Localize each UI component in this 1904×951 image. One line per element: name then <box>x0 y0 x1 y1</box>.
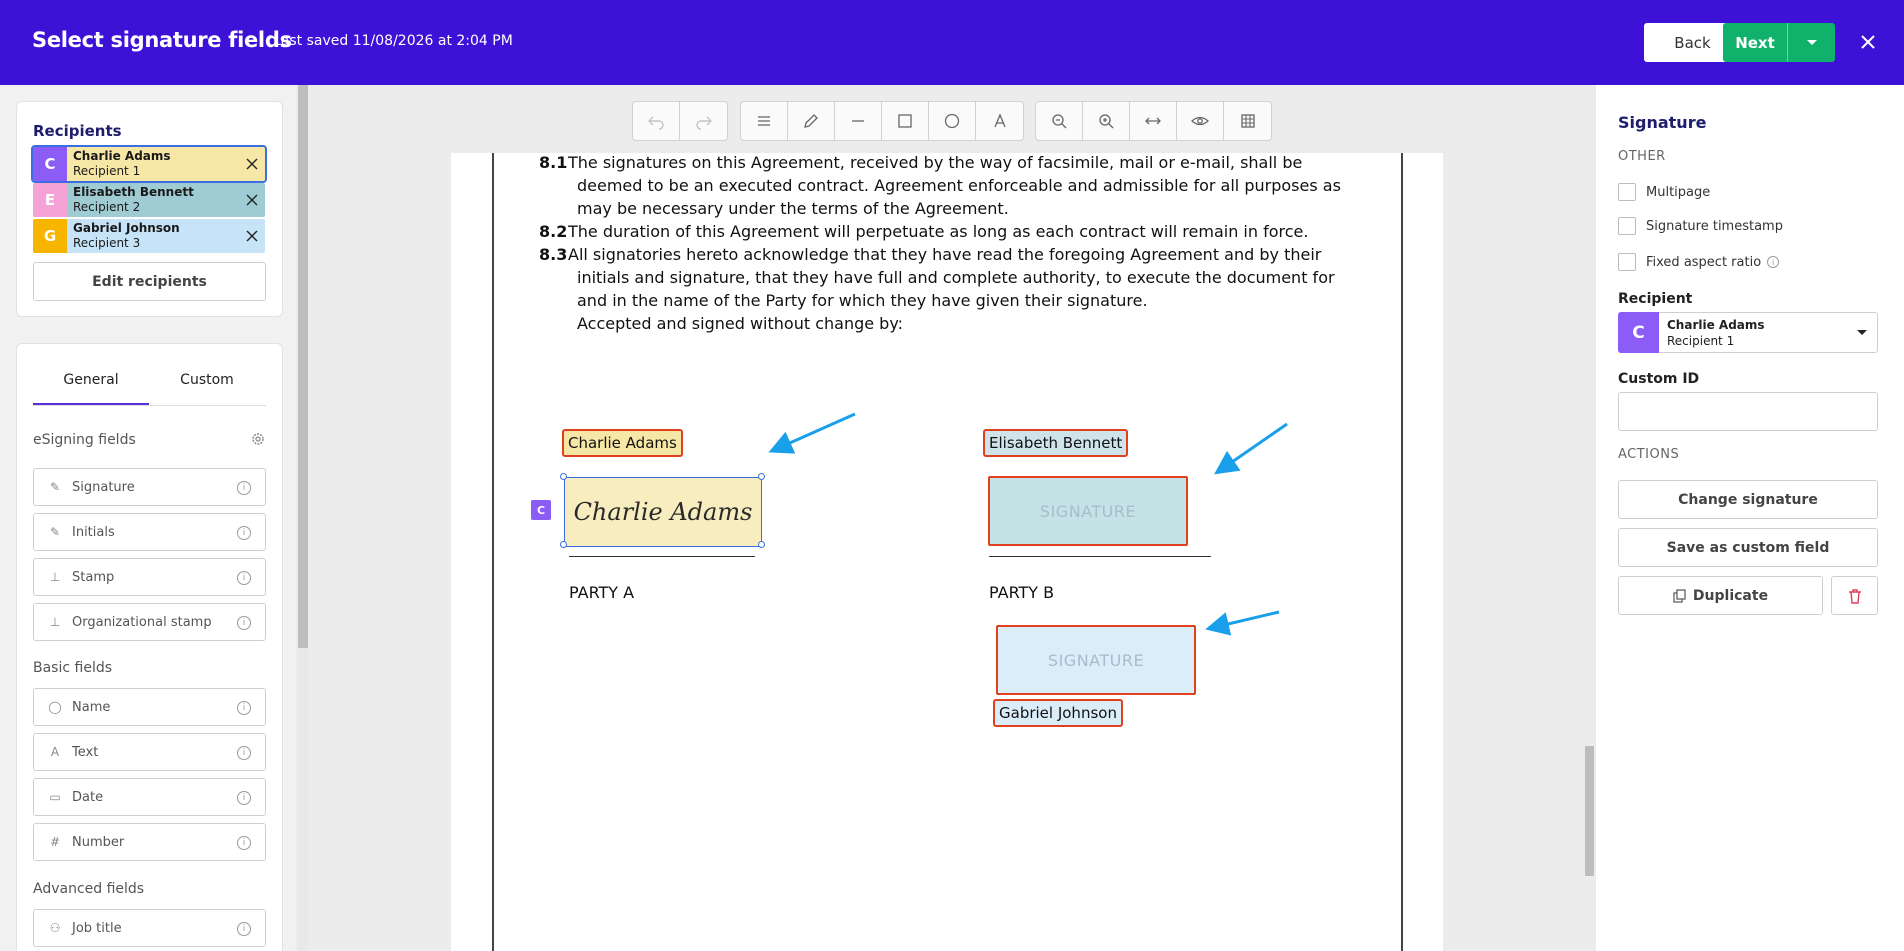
actions-heading: ACTIONS <box>1618 447 1680 462</box>
top-bar <box>0 0 1904 85</box>
field-number[interactable] <box>33 823 266 861</box>
preview-button[interactable] <box>1177 102 1224 140</box>
redo-button[interactable] <box>680 102 727 140</box>
fit-width-button[interactable] <box>1130 102 1177 140</box>
undo-icon <box>647 112 665 130</box>
name-field-elisabeth[interactable]: Elisabeth Bennett <box>983 429 1128 457</box>
party-label: PARTY A <box>569 583 635 602</box>
clause-text: and in the name of the Party for which they have given their signature. <box>577 291 1148 310</box>
grid-button[interactable] <box>1224 102 1271 140</box>
clause-number: 8.3 <box>539 245 568 264</box>
signature-field-charlie[interactable] <box>564 477 762 547</box>
draw-toolbar <box>740 101 1024 141</box>
tab-general[interactable]: General <box>33 372 149 405</box>
fit-width-icon <box>1144 112 1162 130</box>
info-icon[interactable]: i <box>237 526 251 540</box>
field-name[interactable] <box>33 688 266 726</box>
menu-tool-button[interactable] <box>741 102 788 140</box>
clause-text: All signatories hereto acknowledge that they have read the foregoing Agreement and by their <box>568 245 1322 264</box>
page-title: Select signature fields <box>32 28 292 52</box>
info-icon[interactable]: i <box>237 836 251 850</box>
clause-text: may be necessary under the terms of the Agreement. <box>577 199 1009 218</box>
arrow-icon <box>774 414 855 450</box>
resize-handle[interactable] <box>560 541 567 548</box>
calendar-icon: ▭ <box>49 790 61 804</box>
field-label: Signature <box>72 479 135 495</box>
delete-button[interactable] <box>1831 576 1878 615</box>
rectangle-icon <box>896 112 914 130</box>
arrow-icon <box>1211 612 1279 628</box>
checkbox[interactable] <box>1618 253 1636 271</box>
recipient-avatar: C <box>33 147 67 181</box>
recipient-name: Elisabeth Bennett <box>73 185 194 199</box>
name-field-gabriel[interactable]: Gabriel Johnson <box>993 699 1123 727</box>
clause-number: 8.1 <box>539 153 568 172</box>
checkbox-label: Fixed aspect ratio <box>1646 254 1762 270</box>
recipient-role: Recipient 1 <box>1667 334 1735 348</box>
signature-line <box>989 556 1211 557</box>
chevron-down-icon <box>1847 313 1877 352</box>
circle-icon <box>943 112 961 130</box>
checkbox[interactable] <box>1618 183 1636 201</box>
party-label: PARTY B <box>989 583 1055 602</box>
line-icon <box>849 112 867 130</box>
clause-text: The duration of this Agreement will perpetuate as long as each contract will remain in force. <box>568 222 1309 241</box>
recipient-label: Recipient <box>1618 291 1693 307</box>
recipient-info <box>67 147 239 181</box>
arrow-icon <box>1219 424 1287 471</box>
field-label: Date <box>72 789 104 805</box>
next-dropdown-button[interactable] <box>1788 23 1835 62</box>
pen-icon <box>802 112 820 130</box>
remove-recipient-button[interactable] <box>239 183 265 217</box>
clause-text: Accepted and signed without change by: <box>577 314 904 333</box>
recipients-card <box>16 101 283 317</box>
rectangle-tool-button[interactable] <box>882 102 929 140</box>
duplicate-button[interactable] <box>1618 576 1823 615</box>
clause-text: The signatures on this Agreement, received by the way of facsimile, mail or e-mail, shall be <box>568 153 1303 172</box>
zoom-in-icon <box>1097 112 1115 130</box>
info-icon[interactable]: i <box>237 791 251 805</box>
text-icon: A <box>50 745 60 759</box>
sidebar-scrollbar[interactable] <box>298 85 308 951</box>
recipient-item-2[interactable] <box>33 183 265 217</box>
properties-panel <box>1596 85 1904 951</box>
fixed-aspect-ratio-checkbox[interactable] <box>1618 253 1779 271</box>
checkbox[interactable] <box>1618 217 1636 235</box>
stamp-icon: ⊥ <box>49 570 61 584</box>
remove-recipient-button[interactable] <box>239 147 265 181</box>
signature-field-elisabeth[interactable] <box>988 476 1188 546</box>
pen-icon: ✎ <box>49 480 61 494</box>
last-saved-text: Last saved 11/08/2026 at 2:04 PM <box>273 33 513 49</box>
copy-icon <box>1673 589 1687 603</box>
person-icon: ◯ <box>48 700 62 714</box>
view-toolbar <box>1035 101 1272 141</box>
history-toolbar <box>632 101 728 141</box>
field-text[interactable] <box>33 733 266 771</box>
resize-handle[interactable] <box>560 473 567 480</box>
hash-icon: # <box>49 835 61 849</box>
field-organizational-stamp[interactable] <box>33 603 266 641</box>
field-initials[interactable] <box>33 513 266 551</box>
field-label: Job title <box>72 920 122 936</box>
basic-fields-heading: Basic fields <box>33 660 113 676</box>
sidebar-scrollbar-thumb[interactable] <box>298 85 308 648</box>
page-border-left <box>492 153 494 951</box>
info-icon[interactable]: i <box>237 616 251 630</box>
remove-recipient-button[interactable] <box>239 219 265 253</box>
info-icon[interactable]: i <box>237 481 251 495</box>
next-button[interactable]: Next <box>1723 23 1788 62</box>
undo-button[interactable] <box>633 102 680 140</box>
field-label: Organizational stamp <box>72 614 212 630</box>
trash-icon <box>1848 588 1862 604</box>
signature-placeholder: SIGNATURE <box>1047 650 1145 670</box>
text-tool-button[interactable] <box>976 102 1023 140</box>
field-job-title[interactable] <box>33 909 266 947</box>
recipient-avatar: G <box>33 219 67 253</box>
pen-tool-button[interactable] <box>788 102 835 140</box>
signature-field-gabriel[interactable] <box>996 625 1196 695</box>
fields-card <box>16 343 283 951</box>
recipient-name: Gabriel Johnson <box>73 221 180 235</box>
close-icon <box>1857 31 1879 53</box>
resize-handle[interactable] <box>758 541 765 548</box>
tab-custom[interactable]: Custom <box>180 372 234 388</box>
other-heading: OTHER <box>1618 149 1666 164</box>
checkbox-label: Multipage <box>1646 184 1711 200</box>
clause-text: initials and signature, that they have full and complete authority, to execute the document for <box>577 268 1335 287</box>
signature-timestamp-checkbox[interactable] <box>1618 217 1783 235</box>
redo-icon <box>695 112 713 130</box>
close-icon <box>246 158 258 170</box>
clause-number: 8.2 <box>539 222 568 241</box>
field-label: Number <box>72 834 125 850</box>
checkbox-label: Signature timestamp <box>1646 218 1783 234</box>
info-icon[interactable]: i <box>237 701 251 715</box>
field-label: Name <box>72 699 111 715</box>
recipient-name: Charlie Adams <box>1667 318 1765 332</box>
info-icon[interactable]: i <box>237 922 251 936</box>
next-button-group <box>1723 23 1835 62</box>
info-icon[interactable]: i <box>237 571 251 585</box>
close-icon <box>246 194 258 206</box>
grid-icon <box>1239 112 1257 130</box>
recipient-role: Recipient 3 <box>73 236 141 250</box>
edit-recipients-button[interactable]: Edit recipients <box>33 262 266 301</box>
zoom-in-button[interactable] <box>1083 102 1130 140</box>
people-icon: ⚇ <box>49 921 61 935</box>
custom-id-label: Custom ID <box>1618 371 1700 387</box>
recipient-avatar: E <box>33 183 67 217</box>
field-tabs <box>33 372 266 406</box>
eye-icon <box>1191 112 1209 130</box>
custom-id-input[interactable] <box>1618 392 1878 431</box>
recipient-item-1[interactable] <box>33 147 265 181</box>
clause-text: deemed to be an executed contract. Agreement enforceable and admissible for all purposes as <box>577 176 1341 195</box>
change-signature-button[interactable]: Change signature <box>1618 480 1878 519</box>
duplicate-label: Duplicate <box>1692 587 1769 604</box>
field-label: Stamp <box>72 569 115 585</box>
circle-tool-button[interactable] <box>929 102 976 140</box>
recipient-avatar: C <box>1618 312 1659 353</box>
recipient-select[interactable] <box>1618 312 1878 353</box>
menu-icon <box>755 112 773 130</box>
page-border-right <box>1401 153 1403 951</box>
recipient-role: Recipient 2 <box>73 200 141 214</box>
info-icon[interactable]: i <box>237 746 251 760</box>
caret-down-icon <box>1806 39 1818 47</box>
recipients-title: Recipients <box>33 122 122 140</box>
recipient-item-3[interactable] <box>33 219 265 253</box>
document-page[interactable] <box>451 153 1443 951</box>
signature-line <box>569 556 755 557</box>
field-label: Initials <box>72 524 115 540</box>
recipient-info <box>67 219 239 253</box>
canvas-scrollbar-thumb[interactable] <box>1585 746 1594 876</box>
panel-title: Signature <box>1618 113 1707 132</box>
close-button[interactable] <box>1857 31 1879 53</box>
multipage-checkbox[interactable] <box>1618 183 1710 201</box>
signature-image: Charlie Adams <box>573 498 753 526</box>
signature-placeholder: SIGNATURE <box>1039 501 1137 521</box>
zoom-out-button[interactable] <box>1036 102 1083 140</box>
close-icon <box>246 230 258 242</box>
recipient-info <box>67 183 239 217</box>
info-icon[interactable]: i <box>1767 256 1779 268</box>
recipient-name: Charlie Adams <box>73 149 171 163</box>
text-icon <box>991 112 1009 130</box>
org-stamp-icon: ⊥ <box>49 615 61 629</box>
line-tool-button[interactable] <box>835 102 882 140</box>
field-stamp[interactable] <box>33 558 266 596</box>
zoom-out-icon <box>1050 112 1068 130</box>
advanced-fields-heading: Advanced fields <box>33 881 145 897</box>
back-button[interactable]: Back <box>1644 23 1741 62</box>
field-signature[interactable] <box>33 468 266 506</box>
gear-icon[interactable] <box>250 431 266 447</box>
recipient-badge: C <box>531 500 551 520</box>
field-date[interactable] <box>33 778 266 816</box>
resize-handle[interactable] <box>758 473 765 480</box>
field-label: Text <box>72 744 99 760</box>
name-field-charlie[interactable]: Charlie Adams <box>562 429 683 457</box>
save-as-custom-field-button[interactable]: Save as custom field <box>1618 528 1878 567</box>
edit-icon: ✎ <box>49 525 61 539</box>
recipient-info <box>1659 313 1847 352</box>
esigning-fields-heading: eSigning fields <box>33 432 136 448</box>
recipient-role: Recipient 1 <box>73 164 141 178</box>
